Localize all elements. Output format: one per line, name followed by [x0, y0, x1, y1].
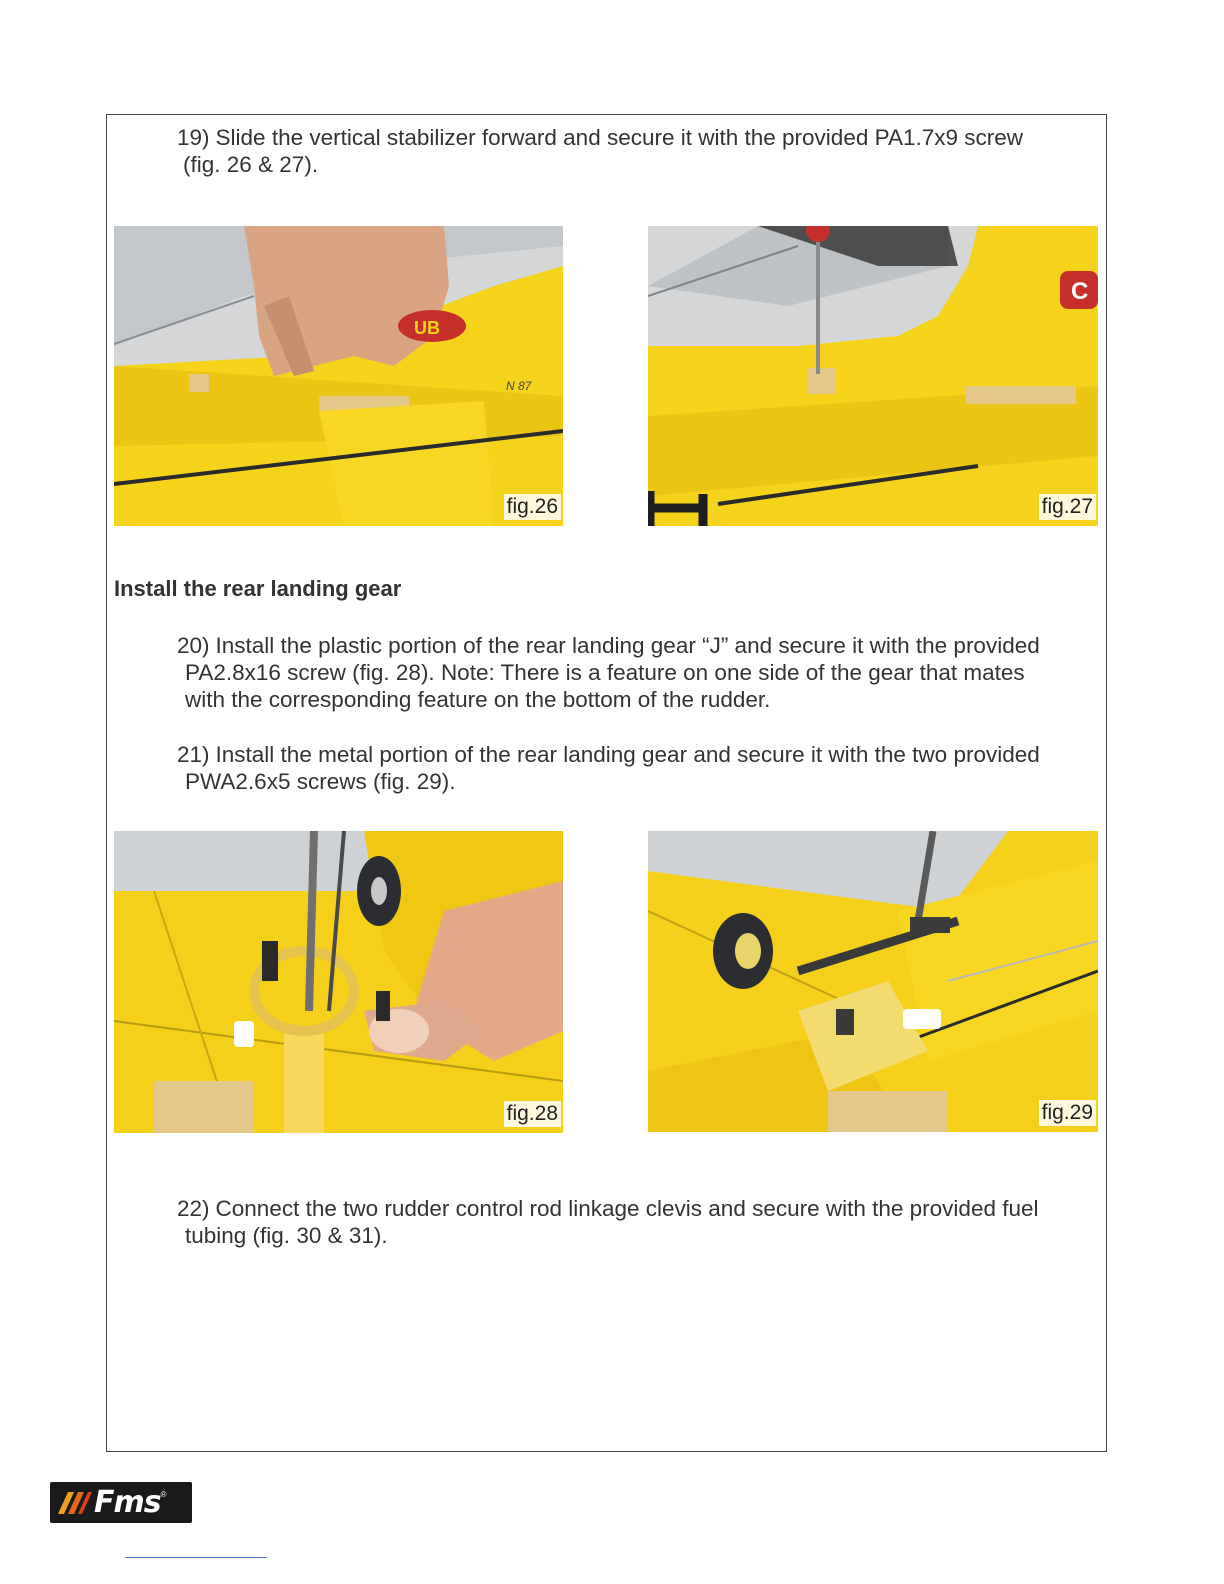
footer-link-underline: [125, 1557, 267, 1558]
figure-label: fig.27: [1039, 494, 1096, 520]
logo-text: Fms: [94, 1485, 161, 1520]
registered-mark: ®: [160, 1490, 167, 1499]
step-text-line: (fig. 26 & 27).: [183, 152, 319, 177]
step-22: [177, 1195, 1039, 1249]
step-number: 19): [177, 125, 210, 150]
step-number: 21): [177, 742, 210, 767]
step-text-line: tubing (fig. 30 & 31).: [185, 1223, 388, 1248]
step-text-line: Install the metal portion of the rear landing gear and secure it with the two provided: [215, 742, 1040, 767]
svg-text:N 87: N 87: [506, 379, 532, 393]
step-number: 22): [177, 1196, 210, 1221]
figure-label: fig.29: [1039, 1100, 1096, 1126]
figure-28-photo: [114, 831, 563, 1133]
figure-label: fig.26: [504, 494, 561, 520]
step-19: [177, 124, 1023, 178]
step-21: [177, 741, 1040, 795]
figure-label: fig.28: [504, 1101, 561, 1127]
step-text-line: Install the plastic portion of the rear landing gear “J” and secure it with the provided: [215, 633, 1040, 658]
step-text-line: Connect the two rudder control rod linkage clevis and secure with the provided fuel: [215, 1196, 1039, 1221]
figure-26-photo: [114, 226, 563, 526]
step-number: 20): [177, 633, 210, 658]
svg-text:C: C: [1071, 278, 1089, 305]
step-text-line: Slide the vertical stabilizer forward and secure it with the provided PA1.7x9 screw: [215, 125, 1023, 150]
step-text-line: PWA2.6x5 screws (fig. 29).: [185, 769, 456, 794]
figure-27-photo: [648, 226, 1098, 526]
fms-logo: [50, 1482, 192, 1523]
step-text-line: PA2.8x16 screw (fig. 28). Note: There is a feature on one side of the gear that mates: [185, 660, 1025, 685]
step-text-line: with the corresponding feature on the bottom of the rudder.: [185, 687, 771, 712]
fms-wing-icon: [56, 1490, 92, 1516]
section-heading: Install the rear landing gear: [114, 576, 402, 601]
figure-29-photo: [648, 831, 1098, 1132]
svg-text:UB: UB: [414, 318, 440, 338]
step-20: [177, 632, 1040, 713]
